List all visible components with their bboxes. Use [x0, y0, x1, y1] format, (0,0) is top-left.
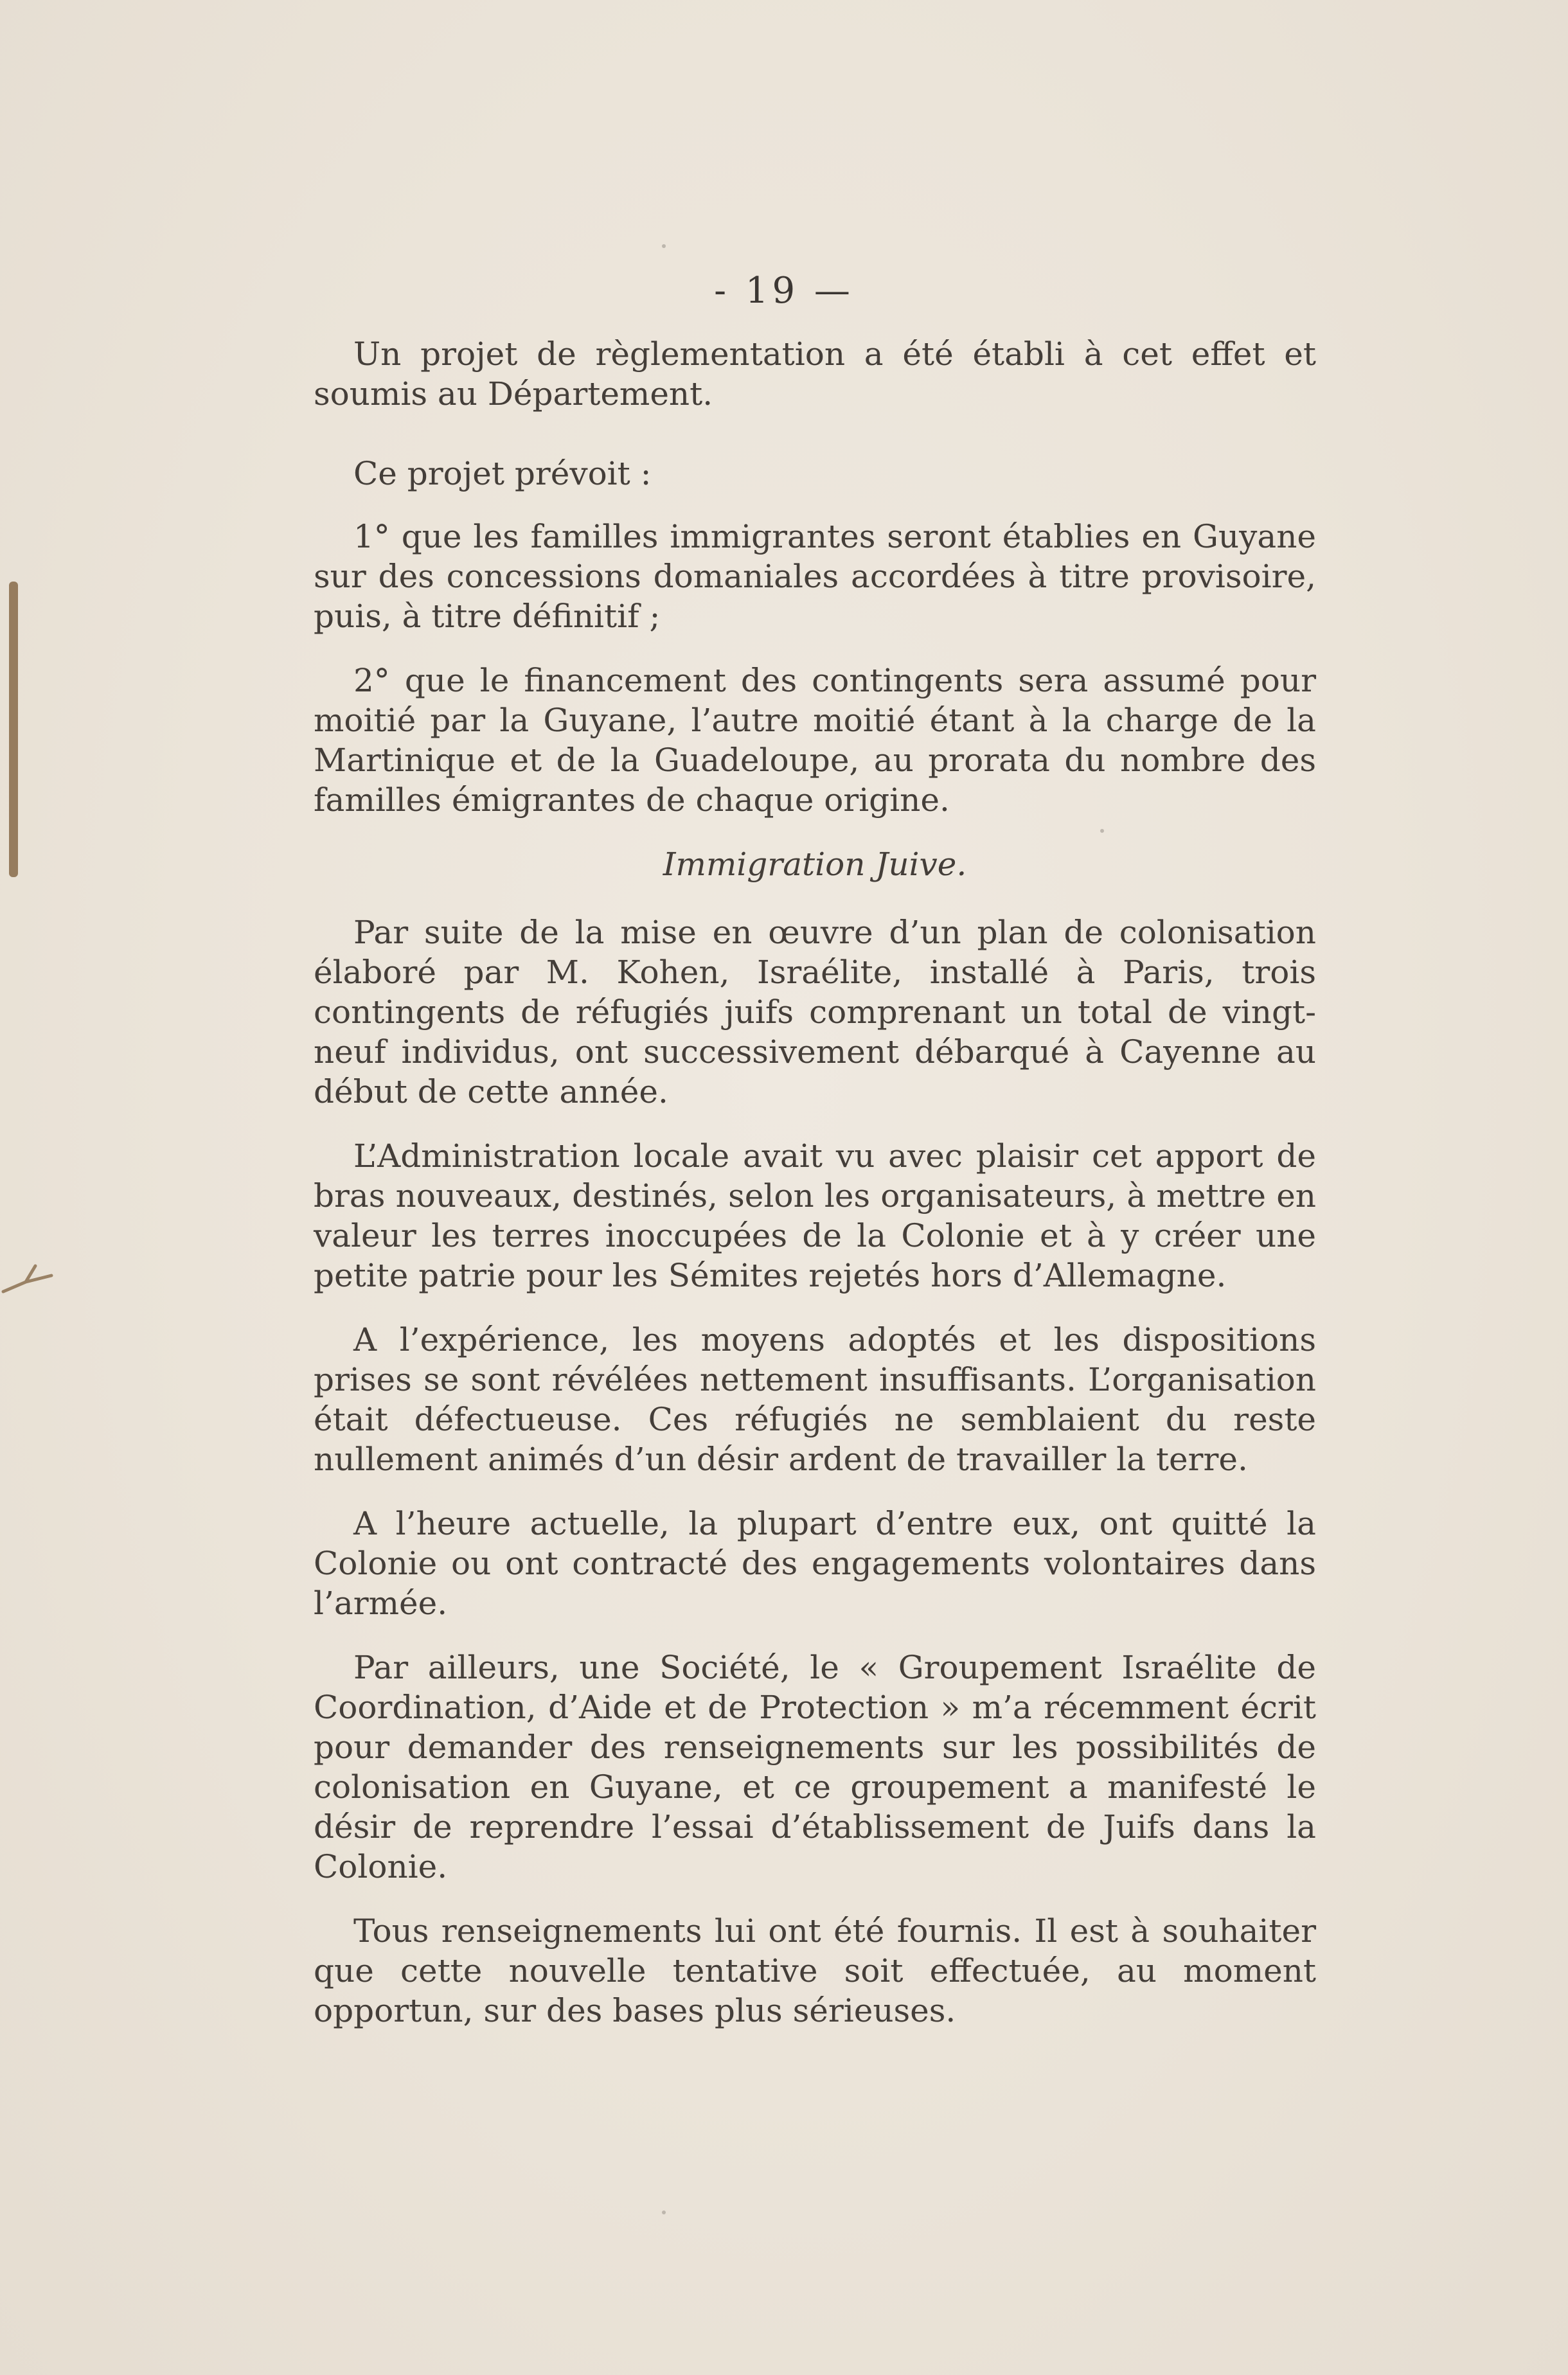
body-text [314, 334, 1316, 2055]
paragraph-administration: L’Administration locale avait vu avec plaisir cet apport de bras nouveaux, destinés, selon les organisateurs, à mettre en valeur les terres inoccupées de la Colonie et à y créer une petite patrie pour les Sémites rejetés hors d’Allemagne. [314, 1137, 1316, 1294]
binding-stitch-mark [0, 1247, 58, 1304]
section-heading: Immigration Juive. [663, 846, 967, 883]
paragraph-current-status: A l’heure actuelle, la plupart d’entre eux, ont quitté la Colonie ou ont contracté des engagements volontaires dans l’armée. [314, 1505, 1316, 1622]
paper-speck [662, 244, 666, 248]
binding-thread-mark [9, 582, 18, 877]
paragraph-conclusion: Tous renseignements lui ont été fournis. Il est à souhaiter que cette nouvelle tentative soit effectuée, au moment opportun, sur des bases plus sérieuses. [314, 1912, 1316, 2029]
page-number: - 19 — [714, 270, 854, 312]
paragraph-society-request: Par ailleurs, une Société, le « Groupement Israélite de Coordination, d’Aide et de Protection » m’a récemment écrit pour demander des renseignements sur les possibilités de colonisation en Guyane, et ce groupement a manifesté le désir de reprendre l’essai d’établissement de Juifs dans la Colonie. [314, 1649, 1316, 1885]
paragraph-experience: A l’expérience, les moyens adoptés et les dispositions prises se sont révélées nettement insuffisants. L’organisation était défectueuse. Ces réfugiés ne semblaient du reste nullement animés d’un désir ardent de travailler la terre. [314, 1321, 1316, 1478]
paragraph-point-2: 2° que le financement des contingents sera assumé pour moitié par la Guyane, l’autre moitié étant à la charge de la Martinique et de la Guadeloupe, au prorata du nombre des familles émigrantes de chaque origine. [314, 662, 1316, 819]
paragraph-kohen-plan: Par suite de la mise en œuvre d’un plan de colonisation élaboré par M. Kohen, Israélite, installé à Paris, trois contingents de réfugiés juifs comprenant un total de vingt-neuf individus, ont successivement débarqué à Cayenne au début de cette année. [314, 914, 1316, 1110]
paragraph-regulation: Un projet de règlementation a été établi à cet effet et soumis au Département. [314, 335, 1316, 413]
paragraph-point-1: 1° que les familles immigrantes seront établies en Guyane sur des concessions domaniales accordées à titre provisoire, puis, à titre définitif ; [314, 518, 1316, 635]
paragraph-project-intro: Ce projet prévoit : [353, 455, 652, 492]
paper-speck [662, 2210, 666, 2214]
